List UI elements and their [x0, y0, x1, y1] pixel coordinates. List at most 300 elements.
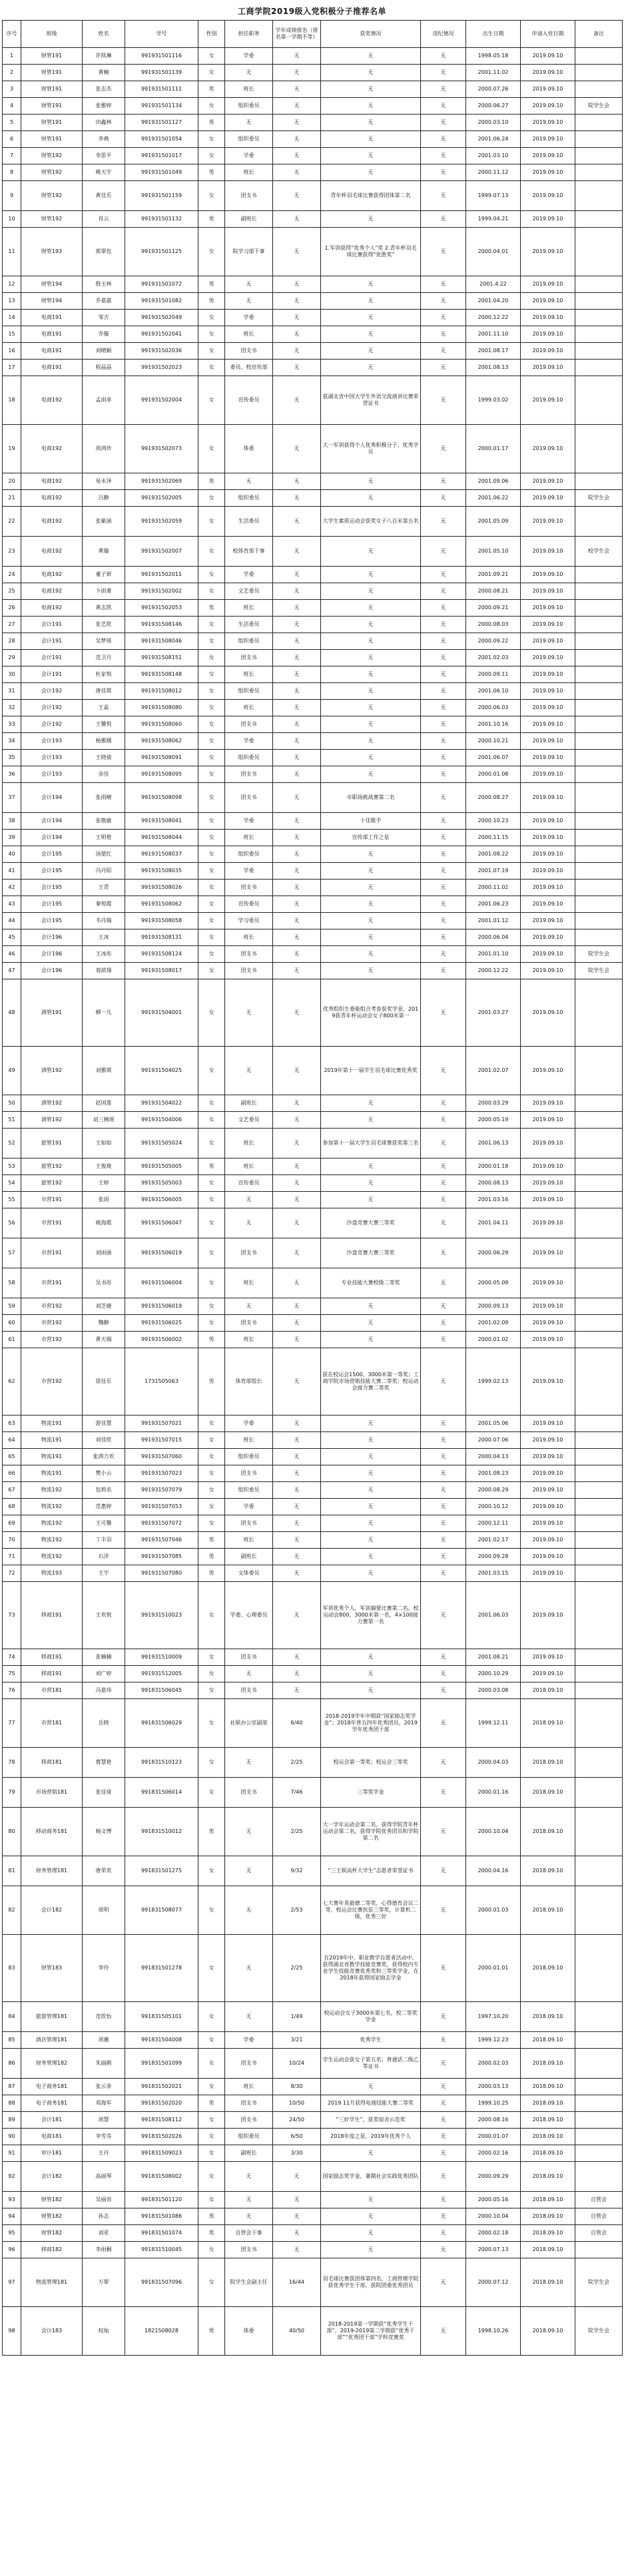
cell-apply-date: 2018.09.10: [521, 1778, 575, 1808]
cell-class: 物流管理181: [21, 2258, 83, 2307]
cell-class: 会计193: [21, 750, 83, 766]
cell-birth-date: 2001.11.02: [466, 65, 521, 81]
cell-class: 移商182: [21, 2242, 83, 2258]
cell-rank: 3/30: [273, 2145, 321, 2162]
cell-apply-date: 2019.09.10: [521, 733, 575, 750]
cell-rank: 无: [273, 666, 321, 683]
cell-class: 旅管191: [21, 1129, 83, 1159]
cell-name: 王蕊: [83, 700, 125, 716]
cell-student-id: 991931512005: [125, 1666, 198, 1682]
cell-apply-date: 2018.09.10: [521, 2095, 575, 2112]
cell-awards: 无: [321, 650, 421, 666]
cell-sex: 女: [198, 1856, 225, 1886]
cell-rank: 无: [273, 650, 321, 666]
cell-apply-date: 2018.09.10: [521, 2258, 575, 2307]
cell-rank: 无: [273, 1549, 321, 1565]
cell-birth-date: 2001.08.17: [466, 343, 521, 360]
cell-rank: 无: [273, 98, 321, 115]
cell-discipline: 无: [421, 326, 466, 343]
cell-post: 学委: [225, 2032, 273, 2049]
cell-apply-date: 2019.09.10: [521, 181, 575, 211]
cell-discipline: 无: [421, 343, 466, 360]
cell-discipline: 无: [421, 567, 466, 583]
cell-rank: 无: [273, 1192, 321, 1208]
table-row: [3, 979, 623, 1047]
cell-name: 曹慧艳: [83, 1748, 125, 1778]
cell-sex: 女: [198, 633, 225, 650]
cell-name: 张楠楠: [83, 1649, 125, 1666]
cell-post: 无: [225, 2002, 273, 2032]
cell-rank: 无: [273, 490, 321, 507]
cell-no: 31: [3, 683, 21, 700]
table-row: [3, 1095, 623, 1112]
cell-note: 院学生会: [575, 98, 623, 115]
cell-no: 26: [3, 600, 21, 617]
cell-sex: 女: [198, 1515, 225, 1532]
cell-birth-date: 2000.04.03: [466, 1748, 521, 1778]
cell-sex: 女: [198, 846, 225, 863]
cell-student-id: 991931506002: [125, 1332, 198, 1348]
cell-class: 移商191: [21, 1582, 83, 1649]
cell-name: 李燕: [83, 131, 125, 148]
cell-post: 团支书: [225, 963, 273, 979]
cell-note: [575, 1432, 623, 1449]
cell-post: 团支书: [225, 181, 273, 211]
cell-class: 会计192: [21, 683, 83, 700]
cell-class: 会计196: [21, 929, 83, 946]
cell-note: [575, 1315, 623, 1332]
cell-class: 旅管192: [21, 1159, 83, 1175]
cell-birth-date: 2000.10.12: [466, 1499, 521, 1515]
cell-discipline: 无: [421, 1268, 466, 1298]
cell-name: 黄天瑞: [83, 1332, 125, 1348]
header-cell-class: 班级: [21, 21, 83, 48]
cell-sex: 女: [198, 1449, 225, 1465]
cell-birth-date: 1999.03.02: [466, 376, 521, 425]
cell-apply-date: 2019.09.10: [521, 913, 575, 929]
cell-student-id: 991931507060: [125, 1449, 198, 1465]
cell-class: 财管192: [21, 211, 83, 228]
cell-rank: 无: [273, 376, 321, 425]
cell-note: [575, 376, 623, 425]
cell-note: [575, 583, 623, 600]
cell-no: 67: [3, 1482, 21, 1499]
cell-note: [575, 913, 623, 929]
cell-discipline: 无: [421, 164, 466, 181]
cell-note: [575, 896, 623, 913]
cell-birth-date: 2000.07.13: [466, 2242, 521, 2258]
cell-apply-date: 2019.09.10: [521, 115, 575, 131]
cell-class: 电商191: [21, 310, 83, 326]
cell-rank: 无: [273, 1565, 321, 1582]
cell-name: 卜雨萧: [83, 583, 125, 600]
table-row: [3, 1549, 623, 1565]
cell-awards: 无: [321, 1482, 421, 1499]
cell-sex: 女: [198, 1129, 225, 1159]
cell-rank: 无: [273, 2192, 321, 2208]
cell-post: 学委: [225, 148, 273, 164]
table-row: [3, 1159, 623, 1175]
cell-class: 财管191: [21, 131, 83, 148]
cell-name: 刘三婉瑶: [83, 1112, 125, 1129]
cell-birth-date: 2000.10.04: [466, 1808, 521, 1856]
cell-name: 樊小云: [83, 1465, 125, 1482]
cell-note: [575, 600, 623, 617]
cell-note: [575, 48, 623, 65]
cell-post: 无: [225, 65, 273, 81]
cell-note: [575, 1192, 623, 1208]
header-row: [3, 21, 623, 48]
cell-post: 团支书: [225, 1778, 273, 1808]
cell-no: 48: [3, 979, 21, 1047]
cell-name: 黄佳乐: [83, 181, 125, 211]
cell-post: 班长: [225, 929, 273, 946]
cell-sex: 女: [198, 1465, 225, 1482]
cell-birth-date: 2001.06.24: [466, 131, 521, 148]
cell-awards: 无: [321, 1315, 421, 1332]
cell-discipline: 无: [421, 181, 466, 211]
cell-student-id: 991931504025: [125, 1047, 198, 1095]
cell-awards: 无: [321, 2145, 421, 2162]
cell-discipline: 无: [421, 813, 466, 830]
cell-discipline: 无: [421, 473, 466, 490]
cell-note: 自管会: [575, 2225, 623, 2242]
cell-note: [575, 2242, 623, 2258]
cell-apply-date: 2019.09.10: [521, 1499, 575, 1515]
table-row: [3, 164, 623, 181]
cell-sex: 男: [198, 1565, 225, 1582]
cell-no: 43: [3, 896, 21, 913]
cell-student-id: 991931508095: [125, 766, 198, 783]
cell-class: 会计195: [21, 913, 83, 929]
cell-awards: 无: [321, 1649, 421, 1666]
cell-name: 刘芝婕: [83, 1298, 125, 1315]
cell-post: 无: [225, 1666, 273, 1682]
cell-note: [575, 425, 623, 473]
cell-name: 魏静: [83, 1315, 125, 1332]
cell-note: [575, 666, 623, 683]
cell-name: 唐佳琪: [83, 683, 125, 700]
cell-discipline: 无: [421, 1582, 466, 1649]
cell-awards: 三等奖学金: [321, 1778, 421, 1808]
cell-no: 58: [3, 1268, 21, 1298]
cell-name: 朱丽鹃: [83, 2049, 125, 2079]
table-row: [3, 343, 623, 360]
cell-note: [575, 148, 623, 164]
cell-class: 会计193: [21, 733, 83, 750]
cell-post: 委员、校宣传部: [225, 360, 273, 376]
cell-note: [575, 1095, 623, 1112]
cell-awards: 2019年第十一届学生羽毛球比赛优秀奖: [321, 1047, 421, 1095]
cell-sex: 女: [198, 98, 225, 115]
cell-note: [575, 1808, 623, 1856]
cell-post: 无: [225, 473, 273, 490]
cell-birth-date: 2001.06.22: [466, 490, 521, 507]
cell-class: 电商192: [21, 507, 83, 537]
cell-rank: 无: [273, 846, 321, 863]
cell-no: 12: [3, 276, 21, 293]
cell-post: 组织委员: [225, 131, 273, 148]
cell-awards: 无: [321, 293, 421, 310]
cell-no: 28: [3, 633, 21, 650]
cell-sex: 女: [198, 65, 225, 81]
cell-awards: 无: [321, 700, 421, 716]
table-row: [3, 131, 623, 148]
cell-no: 90: [3, 2129, 21, 2145]
cell-note: [575, 164, 623, 181]
cell-discipline: 无: [421, 1682, 466, 1699]
cell-apply-date: 2019.09.10: [521, 537, 575, 567]
cell-note: [575, 2032, 623, 2049]
cell-class: 电商191: [21, 360, 83, 376]
cell-sex: 女: [198, 228, 225, 276]
cell-apply-date: 2019.09.10: [521, 276, 575, 293]
cell-discipline: 无: [421, 81, 466, 98]
cell-student-id: 991931502049: [125, 310, 198, 326]
cell-post: 学委: [225, 567, 273, 583]
cell-no: 72: [3, 1565, 21, 1582]
cell-class: 财管194: [21, 293, 83, 310]
cell-class: 市营191: [21, 1192, 83, 1208]
cell-birth-date: 1998.05.18: [466, 48, 521, 65]
cell-no: 20: [3, 473, 21, 490]
cell-student-id: 991931508091: [125, 750, 198, 766]
table-row: [3, 1129, 623, 1159]
cell-rank: 16/44: [273, 2258, 321, 2307]
cell-birth-date: 2000.08.21: [466, 583, 521, 600]
cell-student-id: 991931508035: [125, 863, 198, 880]
cell-post: 团支书: [225, 1682, 273, 1699]
cell-rank: 无: [273, 1582, 321, 1649]
table-row: [3, 1298, 623, 1315]
cell-discipline: 无: [421, 425, 466, 473]
header-cell-student-id: 学号: [125, 21, 198, 48]
cell-apply-date: 2019.09.10: [521, 783, 575, 813]
cell-sex: 男: [198, 473, 225, 490]
cell-rank: 无: [273, 880, 321, 896]
cell-student-id: 991931508098: [125, 783, 198, 813]
cell-sex: 女: [198, 2032, 225, 2049]
cell-birth-date: 1999.02.13: [466, 1348, 521, 1416]
cell-no: 82: [3, 1886, 21, 1935]
cell-rank: 无: [273, 1095, 321, 1112]
cell-awards: 无: [321, 963, 421, 979]
cell-note: [575, 326, 623, 343]
cell-awards: 无: [321, 929, 421, 946]
cell-name: 韦丹瑞: [83, 913, 125, 929]
cell-post: 团支书: [225, 946, 273, 963]
cell-sex: 女: [198, 880, 225, 896]
cell-awards: 无: [321, 164, 421, 181]
table-row: [3, 181, 623, 211]
cell-name: 高丽琴: [83, 2162, 125, 2192]
cell-rank: 无: [273, 863, 321, 880]
header-cell-name: 姓名: [83, 21, 125, 48]
table-row: [3, 733, 623, 750]
cell-note: [575, 813, 623, 830]
cell-sex: 女: [198, 2145, 225, 2162]
cell-student-id: 991931502041: [125, 326, 198, 343]
cell-rank: 无: [273, 946, 321, 963]
cell-class: 电商191: [21, 343, 83, 360]
cell-apply-date: 2018.09.10: [521, 2002, 575, 2032]
cell-birth-date: 2000.02.16: [466, 2145, 521, 2162]
cell-no: 56: [3, 1208, 21, 1238]
cell-birth-date: 2001.05.09: [466, 507, 521, 537]
cell-student-id: 991931506019: [125, 1238, 198, 1268]
cell-sex: 男: [198, 1348, 225, 1416]
cell-rank: 无: [273, 164, 321, 181]
cell-discipline: 无: [421, 1332, 466, 1348]
cell-birth-date: 1997.10.20: [466, 2002, 521, 2032]
cell-rank: 无: [273, 963, 321, 979]
cell-awards: 获湖北省中国大学生外语交流演讲比赛荣誉证书: [321, 376, 421, 425]
cell-post: 无: [225, 115, 273, 131]
cell-post: 团支书: [225, 716, 273, 733]
cell-name: 张志杰: [83, 81, 125, 98]
table-row: [3, 2129, 623, 2145]
cell-rank: 无: [273, 148, 321, 164]
cell-apply-date: 2019.09.10: [521, 600, 575, 617]
cell-name: 张云菲: [83, 2079, 125, 2095]
cell-discipline: 无: [421, 1175, 466, 1192]
cell-class: 物流191: [21, 1416, 83, 1432]
table-row: [3, 766, 623, 783]
cell-student-id: 991931501132: [125, 211, 198, 228]
cell-discipline: 无: [421, 830, 466, 846]
cell-rank: 无: [273, 1348, 321, 1416]
cell-sex: 女: [198, 946, 225, 963]
cell-sex: 男: [198, 1332, 225, 1348]
cell-student-id: 1821508028: [125, 2307, 198, 2356]
cell-no: 33: [3, 716, 21, 733]
cell-class: 电商191: [21, 326, 83, 343]
table-row: [3, 783, 623, 813]
cell-post: 无: [225, 1886, 273, 1935]
table-row: [3, 1565, 623, 1582]
cell-name: 王丹: [83, 2145, 125, 2162]
cell-discipline: 无: [421, 1298, 466, 1315]
cell-birth-date: 2001.02.07: [466, 1047, 521, 1095]
cell-post: 无: [225, 1192, 273, 1208]
cell-no: 69: [3, 1515, 21, 1532]
cell-rank: 无: [273, 766, 321, 783]
cell-discipline: 无: [421, 376, 466, 425]
cell-no: 18: [3, 376, 21, 425]
cell-class: 物流192: [21, 1499, 83, 1515]
cell-name: 石洋: [83, 1549, 125, 1565]
cell-discipline: 无: [421, 1465, 466, 1482]
cell-sex: 女: [198, 2242, 225, 2258]
cell-student-id: 991831510123: [125, 1748, 198, 1778]
cell-rank: 2/25: [273, 1808, 321, 1856]
cell-sex: 女: [198, 1482, 225, 1499]
cell-birth-date: 2001.01.12: [466, 913, 521, 929]
cell-student-id: 991931506047: [125, 1208, 198, 1238]
cell-discipline: 无: [421, 1565, 466, 1582]
cell-student-id: 991931507080: [125, 1565, 198, 1582]
cell-class: 审计181: [21, 2145, 83, 2162]
cell-no: 30: [3, 666, 21, 683]
cell-awards: 无: [321, 1465, 421, 1482]
cell-no: 19: [3, 425, 21, 473]
cell-no: 5: [3, 115, 21, 131]
table-row: [3, 1432, 623, 1449]
cell-post: 组织委员: [225, 1482, 273, 1499]
cell-note: [575, 1416, 623, 1432]
cell-name: 李雨桐: [83, 2242, 125, 2258]
cell-apply-date: 2019.09.10: [521, 1129, 575, 1159]
cell-birth-date: 2001.11.10: [466, 326, 521, 343]
cell-post: 文艺委员: [225, 583, 273, 600]
cell-class: 市营192: [21, 1332, 83, 1348]
cell-class: 电子商务181: [21, 2079, 83, 2095]
cell-note: [575, 766, 623, 783]
table-row: [3, 1582, 623, 1649]
cell-rank: 无: [273, 1208, 321, 1238]
cell-discipline: 无: [421, 1112, 466, 1129]
cell-note: [575, 863, 623, 880]
cell-class: 市营192: [21, 1315, 83, 1332]
cell-sex: 女: [198, 1298, 225, 1315]
cell-awards: 无: [321, 683, 421, 700]
cell-awards: 在2019年中，职业教学自愿者活动中，获得湖北省教学技能竞赛奖，获得校内专业学生技能竞赛优秀奖和三等奖学金，在2018年获得国家励志学金: [321, 1935, 421, 2002]
cell-sex: 女: [198, 813, 225, 830]
cell-class: 市场营销181: [21, 1778, 83, 1808]
cell-rank: 无: [273, 1532, 321, 1549]
cell-name: 张紫涵: [83, 507, 125, 537]
cell-awards: 国家励志奖学金，暑期社会实践优秀团队: [321, 2162, 421, 2192]
cell-student-id: 991931501111: [125, 81, 198, 98]
cell-discipline: 无: [421, 2162, 466, 2192]
cell-sex: 女: [198, 1886, 225, 1935]
cell-name: 裴歆翔: [83, 963, 125, 979]
cell-note: [575, 1208, 623, 1238]
cell-awards: 宣传部工作之星: [321, 830, 421, 846]
cell-note: [575, 1047, 623, 1095]
cell-rank: 无: [273, 617, 321, 633]
cell-no: 64: [3, 1432, 21, 1449]
cell-apply-date: 2019.09.10: [521, 1238, 575, 1268]
cell-name: 周明: [83, 1886, 125, 1935]
cell-post: 学委、心理委员: [225, 1582, 273, 1649]
cell-apply-date: 2019.09.10: [521, 1095, 575, 1112]
cell-rank: 6/50: [273, 2129, 321, 2145]
table-row: [3, 326, 623, 343]
cell-discipline: 无: [421, 1808, 466, 1856]
cell-student-id: 991831508002: [125, 2162, 198, 2192]
cell-no: 35: [3, 750, 21, 766]
cell-discipline: 无: [421, 666, 466, 683]
header-cell-apply-date: 申请入党日期: [521, 21, 575, 48]
cell-discipline: 无: [421, 2208, 466, 2225]
cell-post: 无: [225, 979, 273, 1047]
cell-post: 团支书: [225, 2242, 273, 2258]
cell-apply-date: 2019.09.10: [521, 1208, 575, 1238]
table-row: [3, 1208, 623, 1238]
cell-birth-date: 2000.06.27: [466, 98, 521, 115]
cell-apply-date: 2019.09.10: [521, 1047, 575, 1095]
table-row: [3, 963, 623, 979]
table-row: [3, 2002, 623, 2032]
cell-note: [575, 1699, 623, 1748]
cell-class: 物流193: [21, 1565, 83, 1582]
cell-apply-date: 2019.09.10: [521, 425, 575, 473]
cell-rank: 无: [273, 750, 321, 766]
cell-student-id: 991831506014: [125, 1778, 198, 1808]
cell-post: 组织委员: [225, 490, 273, 507]
cell-discipline: 无: [421, 1699, 466, 1748]
